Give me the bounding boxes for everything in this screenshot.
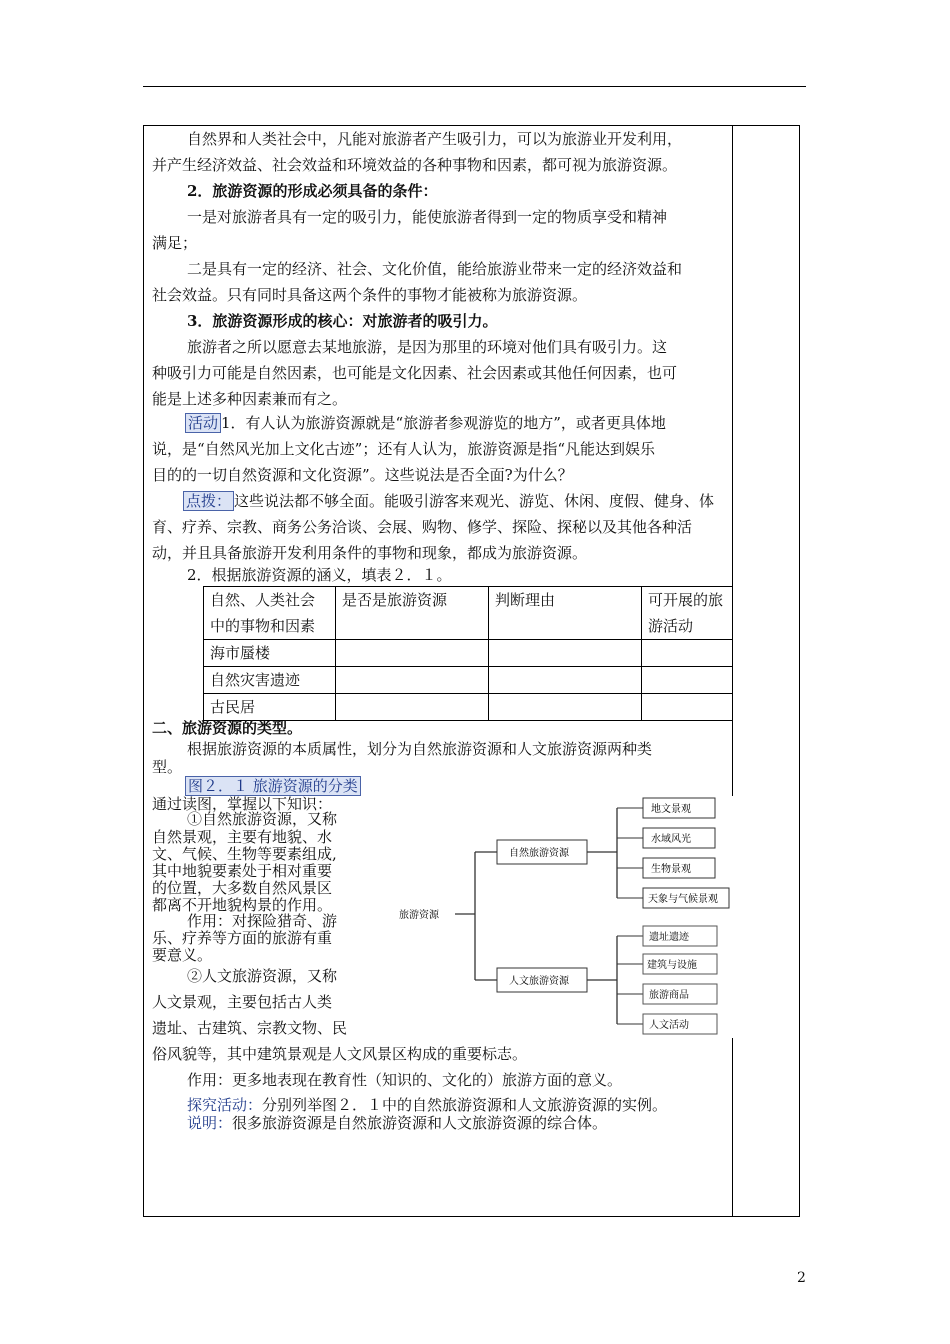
heading-conditions: 2．旅游资源的形成必须具备的条件： — [187, 182, 438, 200]
table-intro: 2．根据旅游资源的涵义，填表２．１。 — [187, 566, 452, 584]
page-number: 2 — [797, 1270, 806, 1286]
activity-line-1: 活动 1．有人认为旅游资源就是“旅游者参观游览的地方”，或者更具体地 — [185, 410, 666, 436]
table-cell: 自然灾害遗迹 — [204, 667, 336, 694]
table-cell — [489, 694, 642, 721]
definition-line-1: 自然界和人类社会中，凡能对旅游者产生吸引力，可以为旅游业开发利用， — [187, 130, 683, 148]
natural-line-5: 的位置，大多数自然风景区 — [152, 879, 333, 897]
table-cell — [642, 694, 733, 721]
natural-line-1: ①自然旅游资源，又称 — [187, 810, 338, 828]
natural-line-2: 自然景观，主要有地貌、水 — [152, 828, 333, 846]
condition-1-line-2: 满足； — [152, 234, 198, 252]
human-line-4: 俗风貌等，其中建筑景观是人文风景区构成的重要标志。 — [152, 1045, 528, 1063]
activity-line-2: 说，是“自然风光加上文化古迹”；还有人认为，旅游资源是指“凡能达到娱乐 — [152, 440, 656, 458]
tip-line-1: 点拨： 这些说法都不够全面。能吸引游客来观光、游览、休闲、度假、健身、体 — [183, 488, 714, 514]
table-cell: 海市蜃楼 — [204, 640, 336, 667]
table-header-cell: 是否是旅游资源 — [336, 587, 489, 640]
natural-use-line-1: 作用：对探险猎奇、游 — [187, 912, 338, 930]
explore-label: 探究活动： — [187, 1096, 263, 1114]
activity-tag: 活动 — [185, 413, 221, 433]
table-row — [204, 640, 733, 667]
human-line-3: 遗址、古建筑、宗教文物、民 — [152, 1019, 348, 1037]
activity-line-3: 目的的一切自然资源和文化资源”。这些说法是否全面?为什么？ — [152, 466, 573, 484]
classification-diagram — [385, 796, 733, 1038]
table-cell — [642, 640, 733, 667]
natural-line-4: 其中地貌要素处于相对重要 — [152, 862, 333, 880]
explore-activity: 探究活动：分别列举图２．１中的自然旅游资源和人文旅游资源的实例。 — [187, 1096, 668, 1114]
table-cell — [336, 667, 489, 694]
definition-line-2: 并产生经济效益、社会效益和环境效益的各种事物和因素，都可视为旅游资源。 — [152, 156, 678, 174]
figure-caption — [185, 776, 361, 796]
core-line-1: 旅游者之所以愿意去某地旅游，是因为那里的环境对他们具有吸引力。这 — [187, 338, 668, 356]
human-item: 遗址遗迹 — [649, 932, 689, 943]
human-line-2: 人文景观，主要包括古人类 — [152, 993, 333, 1011]
table-cell — [489, 667, 642, 694]
natural-item: 生物景观 — [651, 864, 691, 875]
section-2-title: 二、旅游资源的类型。 — [152, 719, 303, 737]
natural-item: 地文景观 — [651, 804, 691, 815]
condition-1-line-1: 一是对旅游者具有一定的吸引力，能使旅游者得到一定的物质享受和精神 — [187, 208, 668, 226]
natural-line-6: 都离不开地貌构景的作用。 — [152, 896, 333, 914]
tip-tag: 点拨： — [183, 491, 234, 511]
natural-item: 天象与气候景观 — [648, 894, 718, 905]
condition-2-line-2: 社会效益。只有同时具备这两个条件的事物才能被称为旅游资源。 — [152, 286, 588, 304]
core-line-3: 能是上述多种因素兼而有之。 — [152, 390, 348, 408]
core-line-2: 种吸引力可能是自然因素，也可能是文化因素、社会因素或其他任何因素，也可 — [152, 364, 678, 382]
human-line-1: ②人文旅游资源，又称 — [187, 967, 338, 985]
tip-line-2: 育、疗养、宗教、商务公务洽谈、会展、购物、修学、探险、探秘以及其他各种活 — [152, 518, 693, 536]
table-cell — [336, 640, 489, 667]
natural-use-line-2: 乐、疗养等方面的旅游有重 — [152, 929, 333, 947]
human-item: 建筑与设施 — [647, 960, 697, 971]
tip-line-3: 动，并且具备旅游开发利用条件的事物和现象，都成为旅游资源。 — [152, 544, 588, 562]
human-use: 作用：更多地表现在教育性（知识的、文化的）旅游方面的意义。 — [187, 1071, 623, 1089]
note: 说明：很多旅游资源是自然旅游资源和人文旅游资源的综合体。 — [187, 1114, 608, 1132]
figure-tag: 图２．１ 旅游资源的分类 — [185, 776, 361, 796]
root-node: 旅游资源 — [399, 910, 439, 921]
natural-node: 自然旅游资源 — [509, 848, 569, 859]
natural-use-line-3: 要意义。 — [152, 946, 213, 964]
table-cell — [642, 667, 733, 694]
table-cell: 古民居 — [204, 694, 336, 721]
human-item: 人文活动 — [649, 1020, 689, 1031]
table-header-cell: 自然、人类社会中的事物和因素 — [204, 587, 336, 640]
section-2-line-1: 根据旅游资源的本质属性，划分为自然旅游资源和人文旅游资源两种类 — [187, 740, 653, 758]
human-item: 旅游商品 — [649, 990, 689, 1001]
table-header-cell: 可开展的旅游活动 — [642, 587, 733, 640]
section-2-line-2: 型。 — [152, 758, 183, 776]
table-header-row — [204, 587, 733, 640]
note-label: 说明： — [187, 1114, 233, 1132]
header-rule — [143, 86, 806, 87]
condition-2-line-1: 二是具有一定的经济、社会、文化价值，能给旅游业带来一定的经济效益和 — [187, 260, 683, 278]
table-2-1 — [203, 586, 733, 721]
natural-line-3: 文、气候、生物等要素组成, — [152, 845, 337, 863]
heading-core: 3．旅游资源形成的核心：对旅游者的吸引力。 — [187, 312, 498, 330]
read-intro: 通过读图，掌握以下知识： — [152, 795, 333, 813]
natural-item: 水域风光 — [651, 834, 691, 845]
table-row — [204, 667, 733, 694]
table-cell — [489, 640, 642, 667]
table-cell — [336, 694, 489, 721]
human-node: 人文旅游资源 — [509, 976, 569, 987]
table-header-cell: 判断理由 — [489, 587, 642, 640]
